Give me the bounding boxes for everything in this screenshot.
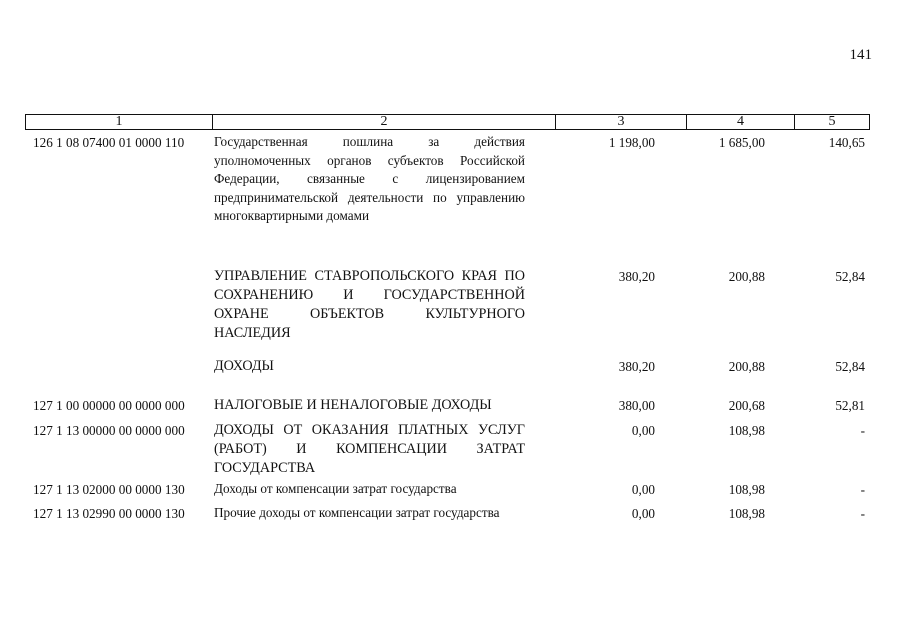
value-col-3: 1 198,00 [608, 135, 655, 150]
value-col-4: 108,98 [728, 423, 765, 438]
value-col-4: 200,88 [728, 359, 765, 374]
header-col-2: 2 [212, 115, 555, 129]
revenue-name: УПРАВЛЕНИЕ СТАВРОПОЛЬСКОГО КРАЯ ПО СОХРАНЕНИЮ И ГОСУДАРСТВЕННОЙ ОХРАНЕ ОБЪЕКТОВ КУЛЬТУРНОГО НАСЛЕДИЯ [214, 268, 525, 341]
revenue-name: НАЛОГОВЫЕ И НЕНАЛОГОВЫЕ ДОХОДЫ [214, 397, 492, 413]
value-col-5: - [860, 482, 865, 497]
value-col-3: 0,00 [631, 482, 655, 497]
value-col-5: 140,65 [828, 135, 865, 150]
value-col-5: 52,84 [835, 269, 865, 284]
value-col-5: 52,84 [835, 359, 865, 374]
value-col-5: - [860, 423, 865, 438]
revenue-name: Доходы от компенсации затрат государства [214, 481, 457, 496]
value-col-3: 380,20 [618, 359, 655, 374]
budget-code: 127 1 00 00000 00 0000 000 [33, 398, 185, 413]
budget-code: 127 1 13 02990 00 0000 130 [33, 506, 185, 521]
value-col-4: 1 685,00 [718, 135, 765, 150]
revenue-name: ДОХОДЫ [214, 358, 274, 374]
value-col-3: 0,00 [631, 506, 655, 521]
header-col-4: 4 [686, 115, 794, 129]
value-col-4: 200,88 [728, 269, 765, 284]
value-col-5: - [860, 506, 865, 521]
value-col-3: 380,20 [618, 269, 655, 284]
value-col-4: 200,68 [728, 398, 765, 413]
budget-code: 126 1 08 07400 01 0000 110 [33, 135, 185, 150]
header-col-1: 1 [115, 114, 123, 129]
page-number: 141 [849, 47, 872, 63]
revenue-name: ДОХОДЫ ОТ ОКАЗАНИЯ ПЛАТНЫХ УСЛУГ (РАБОТ) И КОМПЕНСАЦИИ ЗАТРАТ ГОСУДАРСТВА [214, 422, 525, 476]
revenue-name: Государственная пошлина за действия уполномоченных органов субъектов Российской Федерации, связанные с лицензированием предпринимательской деятельности по управлению многоквартирными домами [214, 134, 525, 223]
header-col-3: 3 [555, 115, 686, 129]
value-col-3: 380,00 [618, 398, 655, 413]
revenue-name: Прочие доходы от компенсации затрат государства [214, 505, 500, 520]
budget-code: 127 1 13 02000 00 0000 130 [33, 482, 185, 497]
value-col-3: 0,00 [631, 423, 655, 438]
header-col-5: 5 [794, 115, 869, 129]
value-col-5: 52,81 [835, 398, 865, 413]
value-col-4: 108,98 [728, 482, 765, 497]
budget-code: 127 1 13 00000 00 0000 000 [33, 423, 185, 438]
value-col-4: 108,98 [728, 506, 765, 521]
table-header [25, 114, 870, 130]
